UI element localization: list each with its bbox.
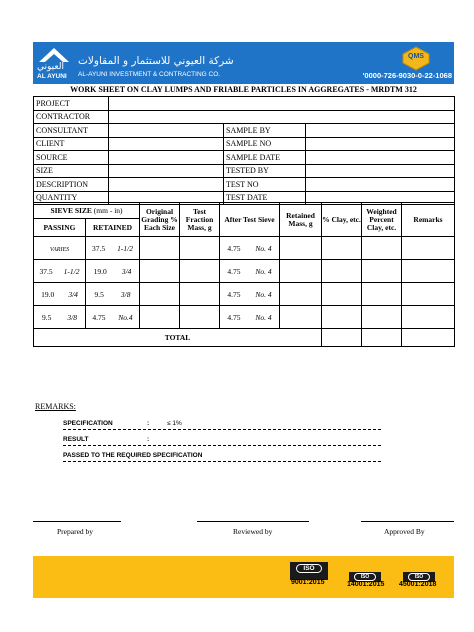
- quantity-label: QUANTITY: [34, 191, 109, 205]
- consultant-field[interactable]: [109, 124, 224, 138]
- clay-percent-header: % Clay, etc.: [322, 203, 362, 237]
- info-table: [33, 96, 455, 205]
- iso-45001-label: 45001:2018: [399, 581, 437, 588]
- total-clay-cell[interactable]: [322, 329, 362, 347]
- approved-by-label: Approved By: [384, 527, 425, 536]
- retained-mass-cell[interactable]: [280, 283, 322, 306]
- result-line[interactable]: RESULT :: [63, 434, 381, 446]
- remarks-cell[interactable]: [402, 237, 455, 260]
- retained-cell: 19.0 3/4: [86, 260, 140, 283]
- passing-cell: 37.5 1-1/2: [34, 260, 86, 283]
- retained-cell: 9.5 3/8: [86, 283, 140, 306]
- test-fraction-header: Test Fraction Mass, g: [180, 203, 220, 237]
- passing-cell: VARIES: [34, 237, 86, 260]
- clay-cell[interactable]: [322, 237, 362, 260]
- reviewed-by-label: Reviewed by: [233, 527, 273, 536]
- footer-band: [33, 556, 454, 598]
- iso-14001-label: 14001:2015: [347, 581, 385, 588]
- sieve-table: [33, 202, 455, 347]
- clay-cell[interactable]: [322, 283, 362, 306]
- iso-9001-badge-icon: ISO: [290, 562, 328, 580]
- source-label: SOURCE: [34, 151, 109, 165]
- test-date-label: TEST DATE: [224, 191, 306, 205]
- iso-45001-badge-icon: ISO: [403, 572, 435, 582]
- total-weighted-cell[interactable]: [362, 329, 402, 347]
- clay-cell[interactable]: [322, 260, 362, 283]
- reviewed-signature-line[interactable]: [197, 521, 309, 522]
- after-sieve-cell: 4.75 No. 4: [220, 260, 280, 283]
- project-label: PROJECT: [34, 97, 109, 111]
- retained-header: RETAINED: [86, 219, 140, 237]
- sample-no-label: SAMPLE NO: [224, 137, 306, 151]
- company-name-english: AL-AYUNI INVESTMENT & CONTRACTING CO.: [78, 71, 221, 78]
- worksheet-title: WORK SHEET ON CLAY LUMPS AND FRIABLE PARTICLES IN AGGREGATES - MRDTM 312: [70, 85, 417, 94]
- original-cell[interactable]: [140, 260, 180, 283]
- table-row: [34, 283, 455, 306]
- weighted-cell[interactable]: [362, 283, 402, 306]
- weighted-cell[interactable]: [362, 306, 402, 329]
- original-grading-header: Original Grading % Each Size: [140, 203, 180, 237]
- size-label: SIZE: [34, 164, 109, 178]
- iso-14001-badge-icon: ISO: [349, 572, 381, 582]
- prepared-signature-line[interactable]: [33, 521, 121, 522]
- passed-line: PASSED TO THE REQUIRED SPECIFICATION: [63, 450, 381, 462]
- total-row: [34, 329, 455, 347]
- sample-by-label: SAMPLE BY: [224, 124, 306, 138]
- tested-by-label: TESTED BY: [224, 164, 306, 178]
- consultant-label: CONSULTANT: [34, 124, 109, 138]
- remarks-cell[interactable]: [402, 260, 455, 283]
- after-sieve-cell: 4.75 No. 4: [220, 306, 280, 329]
- after-sieve-cell: 4.75 No. 4: [220, 237, 280, 260]
- passing-cell: 19.0 3/4: [34, 283, 86, 306]
- remarks-cell[interactable]: [402, 283, 455, 306]
- description-label: DESCRIPTION: [34, 178, 109, 192]
- after-test-sieve-header: After Test Sieve: [220, 203, 280, 237]
- sample-date-field[interactable]: [306, 151, 455, 165]
- passing-cell: 9.5 3/8: [34, 306, 86, 329]
- sample-by-field[interactable]: [306, 124, 455, 138]
- test-no-label: TEST NO: [224, 178, 306, 192]
- total-label: TOTAL: [34, 329, 322, 347]
- original-cell[interactable]: [140, 306, 180, 329]
- weighted-percent-header: Weighted Percent Clay, etc.: [362, 203, 402, 237]
- approved-signature-line[interactable]: [361, 521, 454, 522]
- description-field[interactable]: [109, 178, 224, 192]
- source-field[interactable]: [109, 151, 224, 165]
- logo-arabic-text: العيوني: [37, 62, 64, 72]
- contractor-field[interactable]: [109, 110, 455, 124]
- remarks-cell[interactable]: [402, 306, 455, 329]
- header-phone: '0000-726-9030-0-22-1068: [362, 71, 452, 80]
- test-no-field[interactable]: [306, 178, 455, 192]
- after-sieve-cell: 4.75 No. 4: [220, 283, 280, 306]
- fraction-cell[interactable]: [180, 260, 220, 283]
- client-field[interactable]: [109, 137, 224, 151]
- table-row: [34, 260, 455, 283]
- weighted-cell[interactable]: [362, 237, 402, 260]
- retained-mass-cell[interactable]: [280, 237, 322, 260]
- prepared-by-label: Prepared by: [57, 527, 94, 536]
- passing-header: PASSING: [34, 219, 86, 237]
- sieve-size-header: SIEVE SIZE (mm - in): [34, 203, 140, 219]
- sample-no-field[interactable]: [306, 137, 455, 151]
- weighted-cell[interactable]: [362, 260, 402, 283]
- tested-by-field[interactable]: [306, 164, 455, 178]
- retained-cell: 37.5 1-1/2: [86, 237, 140, 260]
- contractor-label: CONTRACTOR: [34, 110, 109, 124]
- retained-cell: 4.75 No.4: [86, 306, 140, 329]
- company-name-arabic: شركة العيوني للاستثمار و المقاولات: [78, 55, 234, 67]
- specification-line: SPECIFICATION : ≤ 1%: [63, 418, 381, 430]
- fraction-cell[interactable]: [180, 306, 220, 329]
- retained-mass-header: Retained Mass, g: [280, 203, 322, 237]
- original-cell[interactable]: [140, 237, 180, 260]
- table-row: [34, 237, 455, 260]
- logo-english-text: AL AYUNI: [37, 73, 67, 80]
- sample-date-label: SAMPLE DATE: [224, 151, 306, 165]
- fraction-cell[interactable]: [180, 283, 220, 306]
- original-cell[interactable]: [140, 283, 180, 306]
- retained-mass-cell[interactable]: [280, 306, 322, 329]
- size-field[interactable]: [109, 164, 224, 178]
- remarks-header: Remarks: [402, 203, 455, 237]
- total-remarks-cell[interactable]: [402, 329, 455, 347]
- project-field[interactable]: [109, 97, 455, 111]
- iso-9001-label: 9001:2015: [291, 579, 325, 586]
- retained-mass-cell[interactable]: [280, 260, 322, 283]
- specification-value: ≤ 1%: [167, 420, 182, 427]
- clay-cell[interactable]: [322, 306, 362, 329]
- client-label: CLIENT: [34, 137, 109, 151]
- table-row: [34, 306, 455, 329]
- fraction-cell[interactable]: [180, 237, 220, 260]
- qms-badge: QMS: [402, 46, 430, 71]
- remarks-heading: REMARKS:: [35, 402, 76, 411]
- company-header: [33, 42, 454, 84]
